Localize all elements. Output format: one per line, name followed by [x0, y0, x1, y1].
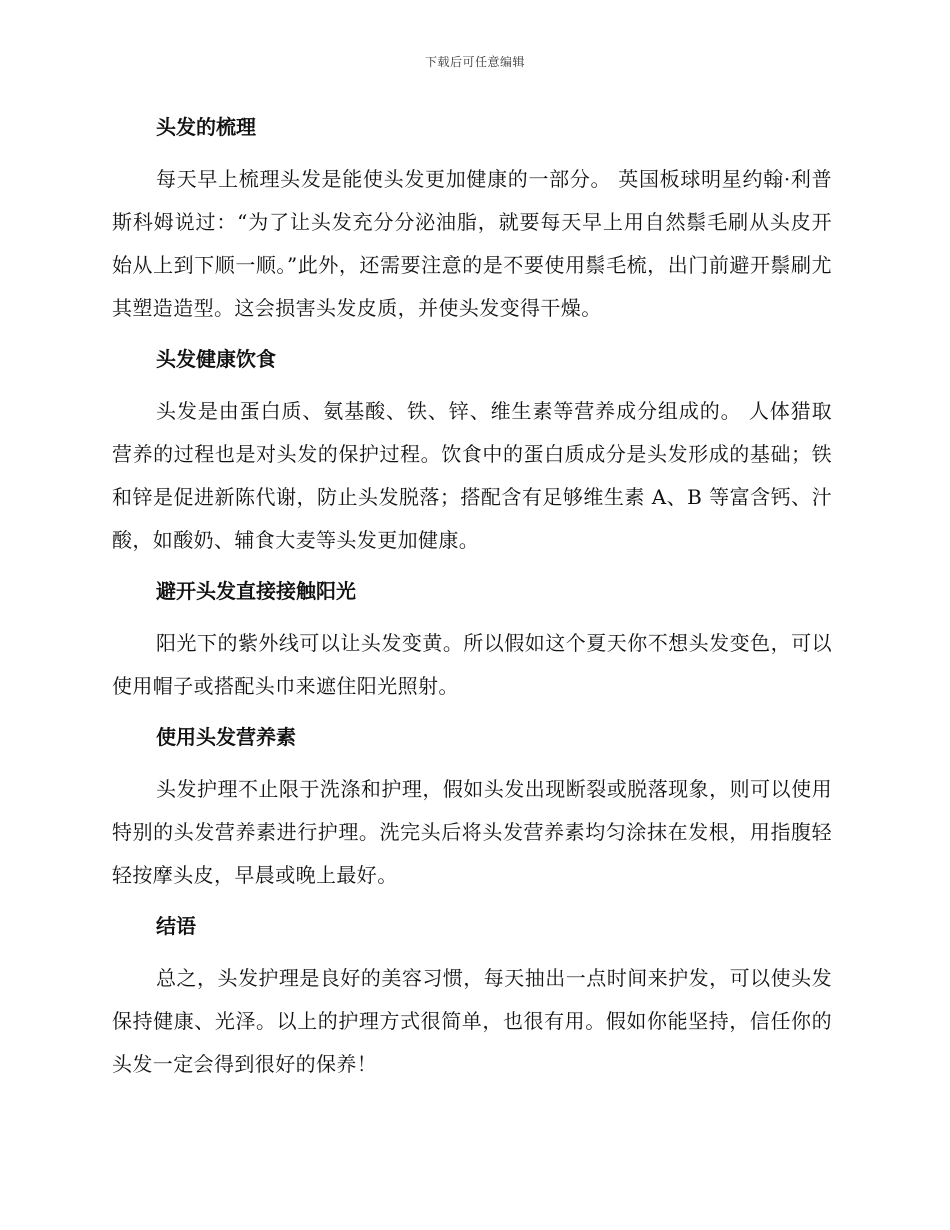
- page-header: 下载后可任意编辑: [424, 55, 525, 69]
- section-heading: 避开头发直接接触阳光: [156, 579, 356, 603]
- section-paragraph: 每天早上梳理头发是能使头发更加健康的一部分。 英国板球明星约翰·利普斯科姆说过：“为了让头发充分分泌油脂，就要每天早上用自然鬃毛刷从头皮开始从上到下顺一顺。”此外，还需要注意的是不要使用鬃毛梳，出门前避开鬃刷尤其塑造造型。这会损害头发皮质，并使头发变得干燥。: [112, 167, 832, 320]
- section-paragraph: 头发是由蛋白质、氨基酸、铁、锌、维生素等营养成分组成的。 人体猎取营养的过程也是对头发的保护过程。饮食中的蛋白质成分是头发形成的基础；铁和锌是促进新陈代谢，防止头发脱落；搭配含有足够维生素 A、B 等富含钙、汁酸，如酸奶、辅食大麦等头发更加健康。: [112, 399, 832, 552]
- section-healthy-diet: [112, 342, 832, 562]
- section-heading: 使用头发营养素: [156, 725, 296, 749]
- section-heading: 头发的梳理: [156, 115, 256, 139]
- section-paragraph: 总之，头发护理是良好的美容习惯，每天抽出一点时间来护发，可以使头发保持健康、光泽。以上的护理方式很简单，也很有用。假如你能坚持，信任你的头发一定会得到很好的保养！: [112, 966, 832, 1076]
- section-paragraph: 阳光下的紫外线可以让头发变黄。所以假如这个夏天你不想头发变色，可以使用帽子或搭配头巾来遮住阳光照射。: [112, 631, 832, 698]
- section-hair-combing: [112, 110, 832, 330]
- section-paragraph: 头发护理不止限于洗涤和护理，假如头发出现断裂或脱落现象，则可以使用特别的头发营养素进行护理。洗完头后将头发营养素均匀涂抹在发根，用指腹轻轻按摩头皮，早晨或晚上最好。: [112, 777, 832, 887]
- document-body: [112, 110, 832, 1098]
- section-avoid-sunlight: [112, 574, 832, 708]
- section-heading: 头发健康饮食: [156, 347, 276, 371]
- section-heading: 结语: [156, 914, 196, 938]
- section-hair-nutrients: [112, 720, 832, 897]
- section-conclusion: [112, 909, 832, 1086]
